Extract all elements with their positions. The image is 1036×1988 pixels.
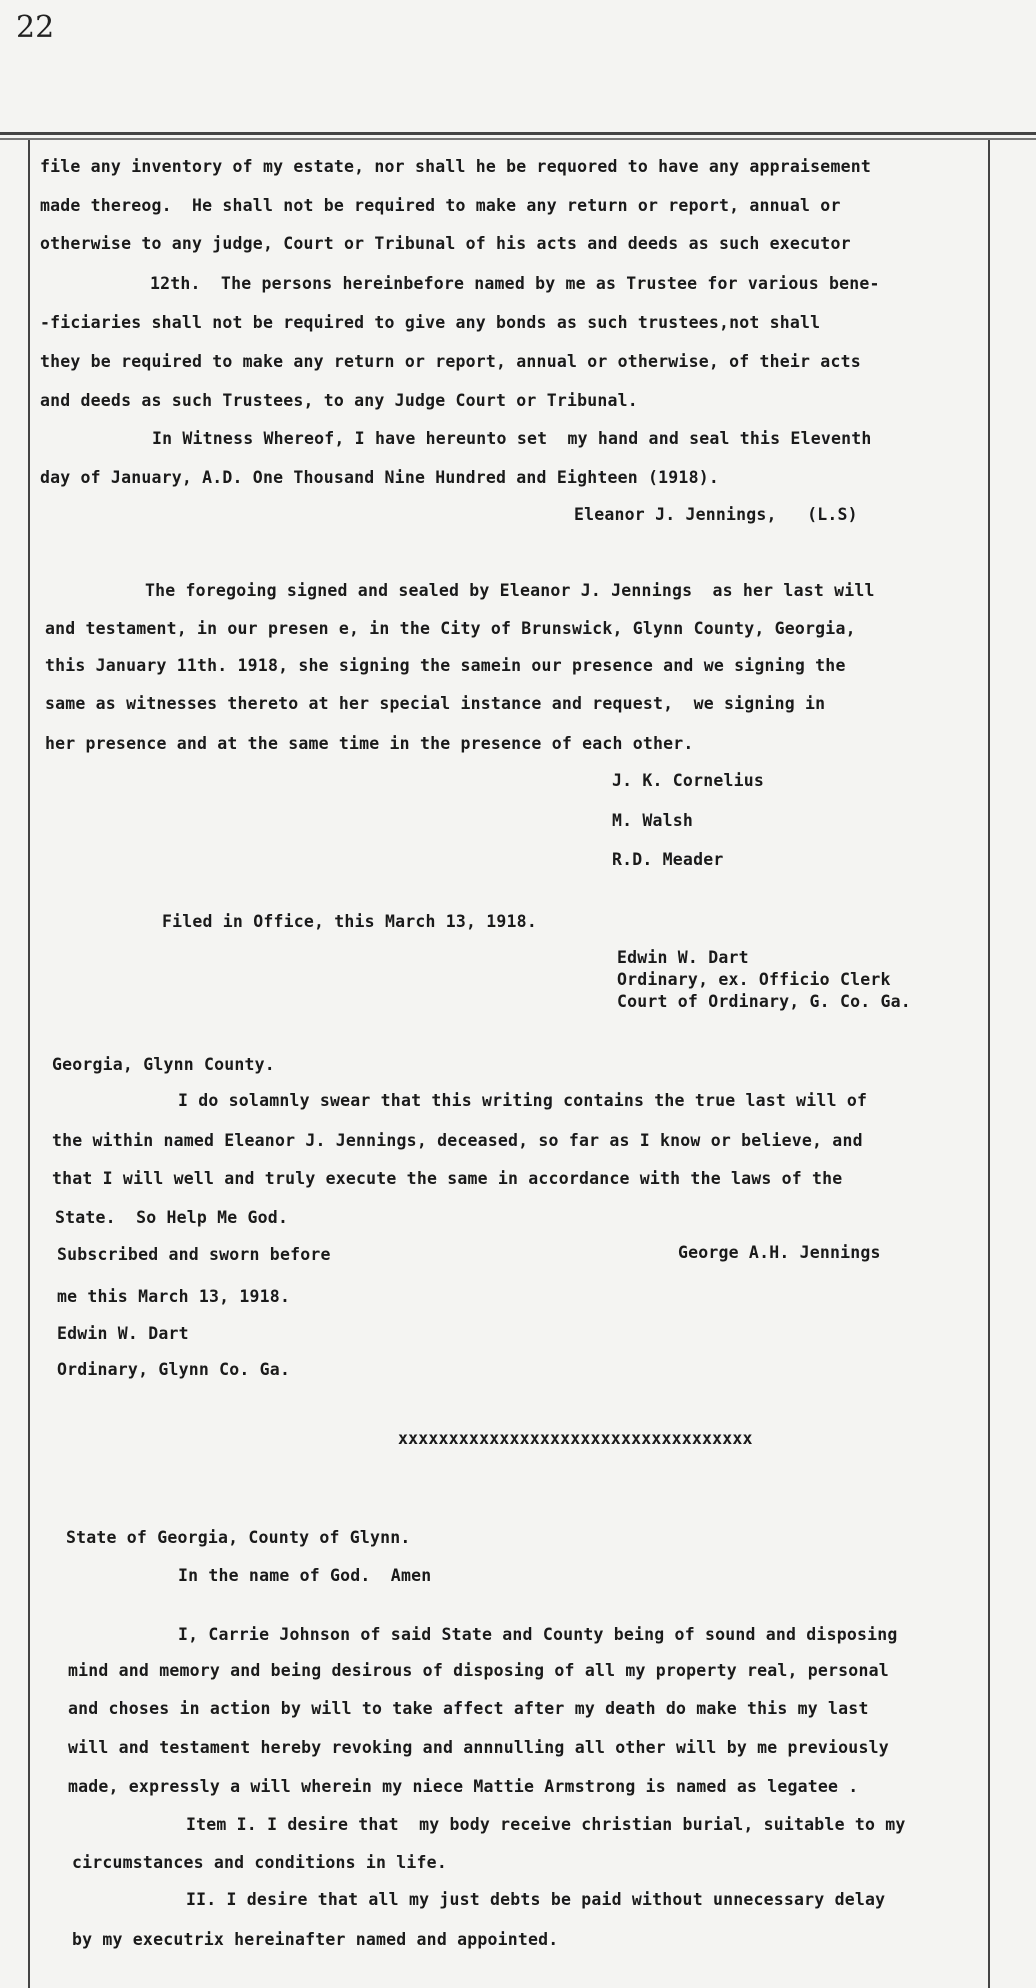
text-line: Ordinary, Glynn Co. Ga. [57, 1360, 291, 1379]
text-line: by my executrix hereinafter named and appointed. [72, 1930, 559, 1949]
text-line: circumstances and conditions in life. [72, 1853, 447, 1872]
clerk-title: Ordinary, ex. Officio Clerk [617, 970, 891, 989]
filing-note: Filed in Office, this March 13, 1918. [162, 912, 537, 931]
text-line: that I will well and truly execute the same in accordance with the laws of the [52, 1169, 843, 1188]
text-line: made thereog. He shall not be required to make any return or report, annual or [40, 196, 841, 215]
text-line: day of January, A.D. One Thousand Nine Hundred and Eighteen (1918). [40, 468, 719, 487]
left-margin-rule [28, 140, 30, 1988]
text-line: will and testament hereby revoking and annnulling all other will by me previously [68, 1738, 889, 1757]
page-number: 22 [16, 10, 55, 45]
text-line: same as witnesses thereto at her special instance and request, we signing in [45, 694, 826, 713]
text-line: this January 11th. 1918, she signing the samein our presence and we signing the [45, 656, 846, 675]
text-line: file any inventory of my estate, nor shall he be requored to have any appraisement [40, 157, 871, 176]
text-line: Subscribed and sworn before [57, 1245, 331, 1264]
text-line: otherwise to any judge, Court or Tribunal of his acts and deeds as such executor [40, 234, 851, 253]
text-line: made, expressly a will wherein my niece Mattie Armstrong is named as legatee . [68, 1777, 859, 1796]
top-rule [0, 132, 1036, 135]
text-line: Item I. I desire that my body receive christian burial, suitable to my [186, 1815, 906, 1834]
text-line: In Witness Whereof, I have hereunto set my hand and seal this Eleventh [152, 429, 872, 448]
text-line: the within named Eleanor J. Jennings, deceased, so far as I know or believe, and [52, 1131, 863, 1150]
clerk-court: Court of Ordinary, G. Co. Ga. [617, 992, 911, 1011]
text-line: and choses in action by will to take affect after my death do make this my last [68, 1699, 869, 1718]
text-line: II. I desire that all my just debts be paid without unnecessary delay [186, 1890, 886, 1909]
text-line: me this March 13, 1918. [57, 1287, 291, 1306]
signature-line: George A.H. Jennings [678, 1243, 881, 1262]
text-line: Georgia, Glynn County. [52, 1055, 275, 1074]
clerk-name: Edwin W. Dart [617, 948, 749, 967]
text-line: -ficiaries shall not be required to give any bonds as such trustees,not shall [40, 313, 821, 332]
text-line: mind and memory and being desirous of disposing of all my property real, personal [68, 1661, 889, 1680]
text-line: In the name of God. Amen [178, 1566, 432, 1585]
text-line: I do solamnly swear that this writing contains the true last will of [178, 1091, 868, 1110]
text-line: they be required to make any return or report, annual or otherwise, of their acts [40, 352, 861, 371]
text-line: State of Georgia, County of Glynn. [66, 1528, 411, 1547]
section-divider: xxxxxxxxxxxxxxxxxxxxxxxxxxxxxxxxxxx [398, 1429, 753, 1448]
witness-name: J. K. Cornelius [612, 771, 765, 790]
text-line: State. So Help Me God. [55, 1208, 289, 1227]
text-line: Edwin W. Dart [57, 1324, 189, 1343]
witness-name: R.D. Meader [612, 850, 724, 869]
text-line: 12th. The persons hereinbefore named by me as Trustee for various bene- [150, 274, 880, 293]
right-margin-rule [988, 140, 990, 1988]
text-line: I, Carrie Johnson of said State and County being of sound and disposing [178, 1625, 898, 1644]
top-rule-secondary [0, 138, 1036, 140]
text-line: and testament, in our presen e, in the City of Brunswick, Glynn County, Georgia, [45, 619, 856, 638]
witness-name: M. Walsh [612, 811, 694, 830]
text-line: and deeds as such Trustees, to any Judge Court or Tribunal. [40, 391, 638, 410]
text-line: her presence and at the same time in the presence of each other. [45, 734, 694, 753]
signature-line: Eleanor J. Jennings, (L.S) [574, 505, 858, 524]
text-line: The foregoing signed and sealed by Eleanor J. Jennings as her last will [145, 581, 875, 600]
